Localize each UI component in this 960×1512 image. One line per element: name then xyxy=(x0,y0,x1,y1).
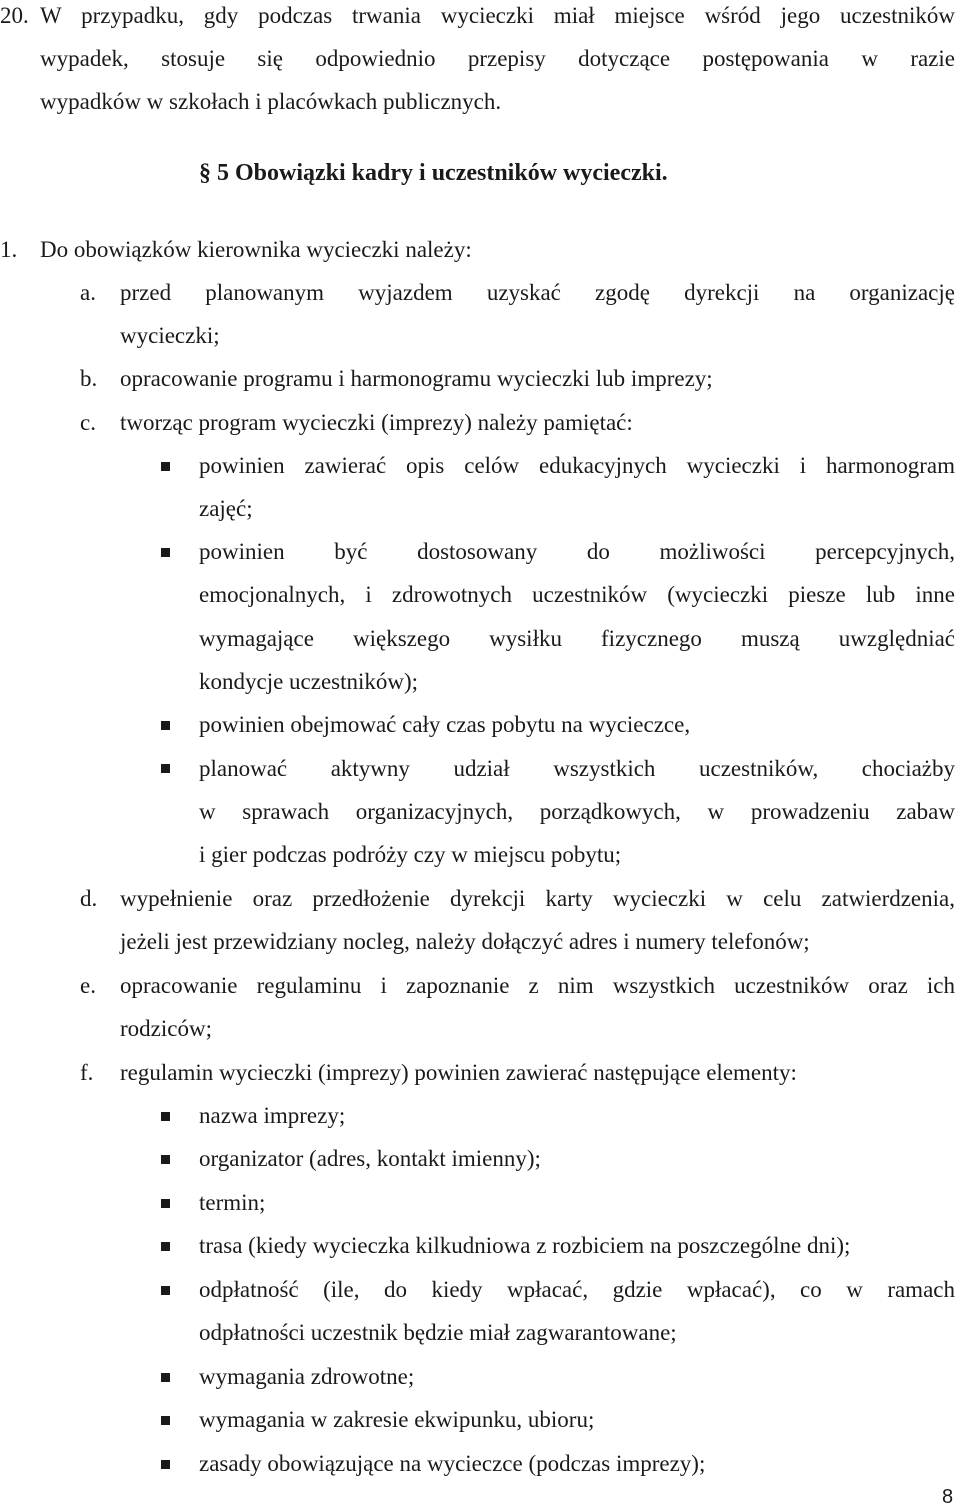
item-1-text: Do obowiązków kierownika wycieczki należy: xyxy=(40,237,472,262)
item-c-marker: c. xyxy=(80,410,96,435)
item-d-line-2: jeżeli jest przewidziany nocleg, należy dołączyć adres i numery telefonów; xyxy=(120,929,810,954)
item-a-line-1: przed planowanym wyjazdem uzyskać zgodę dyrekcji na organizację xyxy=(120,280,955,305)
bullet-square-icon xyxy=(161,764,170,773)
section-heading xyxy=(199,160,668,186)
bullet-square-icon xyxy=(161,1242,170,1251)
item-f-marker: f. xyxy=(80,1060,94,1085)
paragraph-20-line-1: W przypadku, gdy podczas trwania wycieczki miał miejsce wśród jego uczestników xyxy=(40,3,955,28)
section-title: 5 Obowiązki kadry i uczestników wycieczki. xyxy=(217,160,668,186)
c-bullet-2-line-3: wymagające większego wysiłku fizycznego muszą uwzględniać xyxy=(199,626,955,651)
f-bullet-5-line-2: odpłatności uczestnik będzie miał zagwarantowane; xyxy=(199,1320,677,1345)
f-bullet-1: nazwa imprezy; xyxy=(199,1103,346,1128)
f-bullet-7: wymagania w zakresie ekwipunku, ubioru; xyxy=(199,1407,595,1432)
f-bullet-5-line-1: odpłatność (ile, do kiedy wpłacać, gdzie wpłacać), co w ramach xyxy=(199,1277,955,1302)
bullet-square-icon xyxy=(161,1199,170,1208)
item-d-line-1: wypełnienie oraz przedłożenie dyrekcji karty wycieczki w celu zatwierdzenia, xyxy=(120,886,955,911)
f-bullet-3: termin; xyxy=(199,1190,266,1215)
paragraph-number: 20. xyxy=(0,3,29,28)
c-bullet-4-line-1: planować aktywny udział wszystkich uczestników, chociażby xyxy=(199,756,955,781)
bullet-square-icon xyxy=(161,462,170,471)
paragraph-20-line-2: wypadek, stosuje się odpowiednio przepisy dotyczące postępowania w razie xyxy=(40,46,955,71)
item-a-marker: a. xyxy=(80,280,96,305)
item-b-marker: b. xyxy=(80,366,98,391)
f-bullet-8: zasady obowiązujące na wycieczce (podczas imprezy); xyxy=(199,1451,706,1476)
item-b-line-1: opracowanie programu i harmonogramu wycieczki lub imprezy; xyxy=(120,366,713,391)
bullet-square-icon xyxy=(161,1112,170,1121)
item-a-line-2: wycieczki; xyxy=(120,323,220,348)
bullet-square-icon xyxy=(161,1416,170,1425)
item-e-line-1: opracowanie regulaminu i zapoznanie z nim wszystkich uczestników oraz ich xyxy=(120,973,955,998)
item-f-line-1: regulamin wycieczki (imprezy) powinien zawierać następujące elementy: xyxy=(120,1060,797,1085)
f-bullet-2: organizator (adres, kontakt imienny); xyxy=(199,1146,541,1171)
c-bullet-1-line-1: powinien zawierać opis celów edukacyjnych wycieczki i harmonogram xyxy=(199,453,955,478)
c-bullet-2-line-1: powinien być dostosowany do możliwości percepcyjnych, xyxy=(199,539,955,564)
page-number: 8 xyxy=(942,1486,954,1508)
bullet-square-icon xyxy=(161,1155,170,1164)
bullet-square-icon xyxy=(161,1460,170,1469)
bullet-square-icon xyxy=(161,548,170,557)
c-bullet-2-line-4: kondycje uczestników); xyxy=(199,669,419,694)
item-d-marker: d. xyxy=(80,886,98,911)
item-e-line-2: rodziców; xyxy=(120,1016,212,1041)
section-symbol: § xyxy=(199,160,211,186)
c-bullet-3-line-1: powinien obejmować cały czas pobytu na wycieczce, xyxy=(199,712,691,737)
item-e-marker: e. xyxy=(80,973,96,998)
f-bullet-6: wymagania zdrowotne; xyxy=(199,1364,415,1389)
c-bullet-2-line-2: emocjonalnych, i zdrowotnych uczestników (wycieczki piesze lub inne xyxy=(199,582,955,607)
bullet-square-icon xyxy=(161,721,170,730)
c-bullet-1-line-2: zajęć; xyxy=(199,496,253,521)
f-bullet-4: trasa (kiedy wycieczka kilkudniowa z rozbiciem na poszczególne dni); xyxy=(199,1233,851,1258)
bullet-square-icon xyxy=(161,1373,170,1382)
item-c-line-1: tworząc program wycieczki (imprezy) należy pamiętać: xyxy=(120,410,633,435)
item-1-number: 1. xyxy=(0,237,18,262)
c-bullet-4-line-2: w sprawach organizacyjnych, porządkowych, w prowadzeniu zabaw xyxy=(199,799,955,824)
bullet-square-icon xyxy=(161,1286,170,1295)
paragraph-20-line-3: wypadków w szkołach i placówkach publicznych. xyxy=(40,89,502,114)
c-bullet-4-line-3: i gier podczas podróży czy w miejscu pobytu; xyxy=(199,842,622,867)
